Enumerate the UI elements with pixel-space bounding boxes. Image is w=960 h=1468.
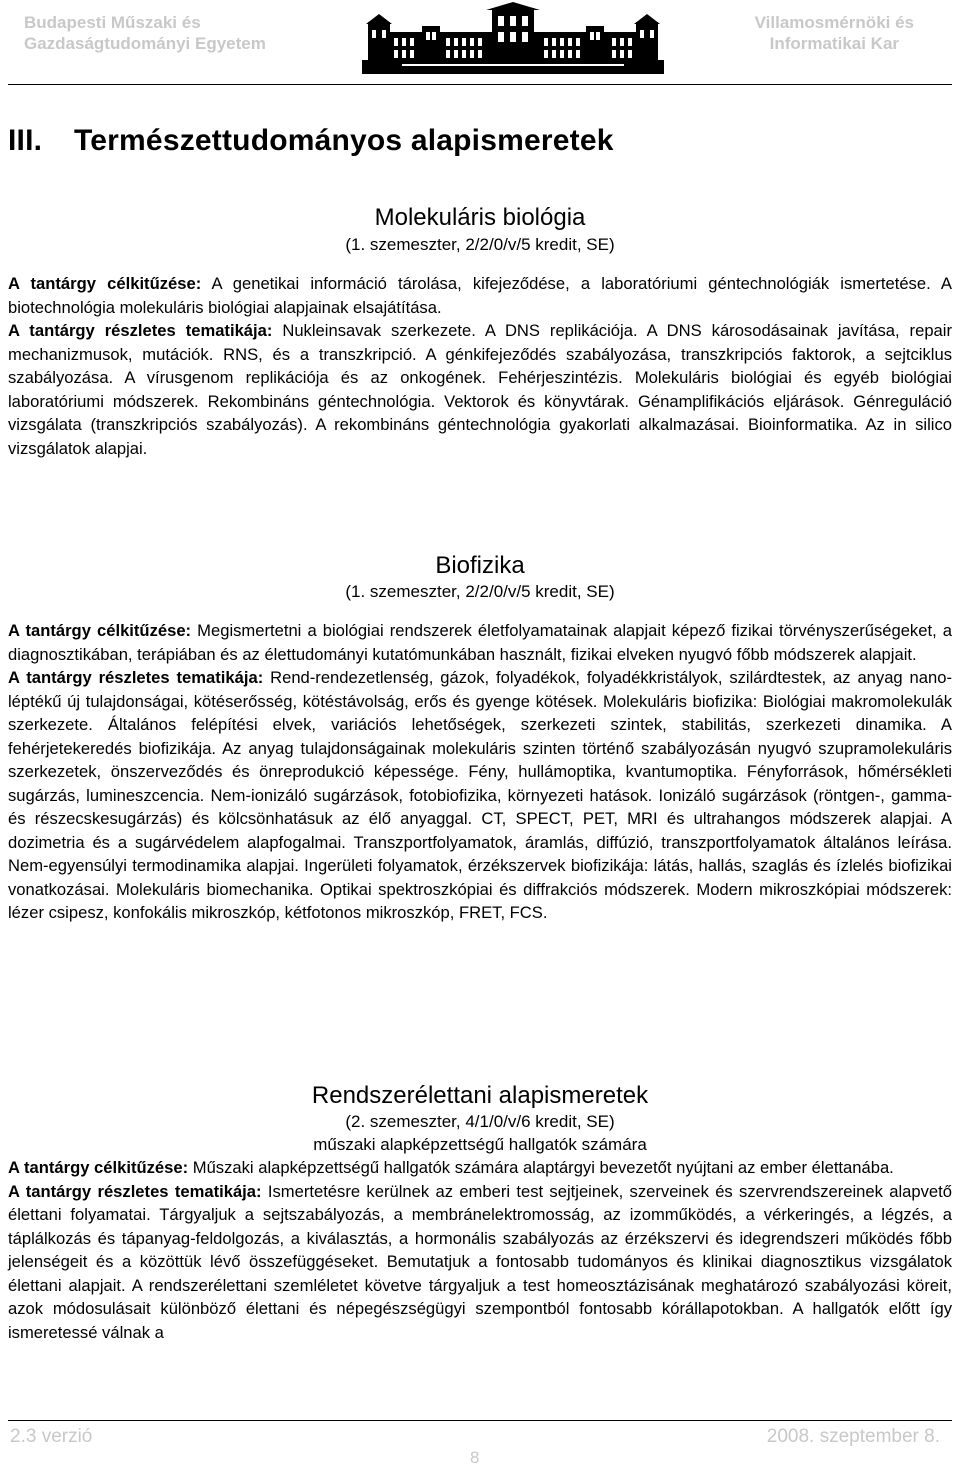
course-topics: [8, 319, 952, 460]
course-goal: [8, 1156, 952, 1180]
course-topics-text: Rend-rendezetlenség, gázok, folyadékok, folyadékkristályok, szilárdtestek, az anyag nano-léptékű új tulajdonságai, kötéserősség, kötéstávolság, erős és gyenge kötések. Molekuláris biofizika: Biológiai makromolekulák szerkezete. Általános felépítési elvek, variációs lehetőségek, szerkezeti szintek, stabilitás, szerkezeti dinamika. A fehérjetekeredés biofizikája. Az anyag tulajdonságainak molekuláris szinten történő szabályozásán nyugvó szupramolekuláris szerkezetek, önszerveződés és önreprodukció képessége. Fény, hullámoptika, kvantumoptika. Fényforrások, hőmérsékleti sugárzás, lumineszcencia. Nem-ionizáló sugárzások, fotobiofizika, környezeti hatások. Ionizáló sugárzások (röntgen-, gamma- és részecskesugárzás) és kölcsönhatásuk az élő anyaggal. CT, SPECT, PET, MRI és ultrahangos módszerek alapjai. A dozimetria és a sugárvédelem alapfogalmai. Transzportfolyamatok, áramlás, diffúzió, transzportfolyamatok általános leírása. Nem-egyensúlyi termodinamika alapjai. Ingerületi folyamatok, érzékszervek biofizikája: látás, hallás, szaglás és ízlelés biofizikai vonatkozásai. Molekuláris biomechanika. Optikai spektroszkópiai és diffrakciós módszerek. Modern mikroszkópiai módszerek: lézer csipesz, konfokális mikroszkóp, kétfotonos mikroszkóp, FRET, FCS.: [8, 668, 952, 922]
page-header: [0, 0, 960, 84]
header-divider: [8, 84, 952, 85]
university-name: [24, 12, 266, 54]
faculty-name-line2: Informatikai Kar: [769, 34, 900, 53]
page-footer: [0, 1418, 960, 1468]
faculty-name-line1: Villamosmérnöki és: [754, 13, 914, 32]
chapter-heading: [8, 124, 614, 158]
course-topics-label: A tantárgy részletes tematikája:: [8, 668, 264, 687]
course-goal-text: Megismertetni a biológiai rendszerek életfolyamatainak alapjait képező fizikai törvényszerűségeket, a diagnosztikában, terápiában és az élettudományi kutatómunkában használt, fizikai elveken nyugvó főbb módszerek alapjait.: [8, 621, 952, 664]
course-title: Biofizika: [435, 552, 525, 579]
course-topics-text: Ismertetésre kerülnek az emberi test sejtjeinek, szerveinek és szervrendszereinek alapvető élettani folyamatai. Tárgyaljuk a sejtszabályozás, a membránelektromosság, az izomműködés, a vérkeringés, a légzés, a táplálkozás és tápanyag-feldolgozás, a kiválasztás, a hormonális szabályozás az érzékszervi és idegrendszeri működés főbb jelenségeit és a közöttük lévő összefüggéseket. Bemutatjuk a fontosabb tudományos és klinikai diagnosztikus vizsgálatok élettani alapjait. A rendszerélettani szemléletet követve tárgyaljuk a test homeosztázisának meghatározó szabályozási köreit, azok módosulásait különböző élettani és népegészségügyi szempontból fontosabb kórállapotokban. A hallgatók előtt így ismeretessé válnak a: [8, 1181, 952, 1342]
course-goal: [8, 619, 952, 666]
course-credits: (2. szemeszter, 4/1/0/v/6 kredit, SE): [345, 1112, 615, 1131]
course-section-molecular-biology: [8, 204, 952, 460]
footer-date: 2008. szeptember 8.: [766, 1426, 940, 1447]
course-goal-label: A tantárgy célkitűzése:: [8, 274, 202, 293]
chapter-number: III.: [8, 124, 43, 157]
course-audience: műszaki alapképzettségű hallgatók számára: [313, 1135, 647, 1154]
chapter-title: Természettudományos alapismeretek: [74, 124, 614, 157]
course-goal: [8, 272, 952, 319]
course-goal-label: A tantárgy célkitűzése:: [8, 1158, 189, 1177]
course-goal-text: A genetikai információ tárolása, kifejeződése, a laboratóriumi géntechnológiák ismertetése. A biotechnológia molekuláris biológiai alapjainak elsajátítása.: [8, 274, 952, 317]
course-topics-label: A tantárgy részletes tematikája:: [8, 321, 273, 340]
course-credits: (1. szemeszter, 2/2/0/v/5 kredit, SE): [345, 235, 615, 254]
course-credits: (1. szemeszter, 2/2/0/v/5 kredit, SE): [345, 582, 615, 601]
footer-divider: [8, 1420, 952, 1421]
university-name-line2: Gazdaságtudományi Egyetem: [24, 34, 266, 53]
course-section-biophysics: [8, 552, 952, 925]
footer-version: 2.3 verzió: [10, 1426, 93, 1447]
university-name-line1: Budapesti Műszaki és: [24, 13, 201, 32]
university-building-logo: [362, 2, 664, 74]
course-topics-label: A tantárgy részletes tematikája:: [8, 1181, 262, 1201]
course-title: Rendszerélettani alapismeretek: [311, 1082, 649, 1109]
course-title: Molekuláris biológia: [374, 204, 586, 231]
page-number: 8: [470, 1448, 480, 1467]
course-topics-text: Nukleinsavak szerkezete. A DNS replikációja. A DNS károsodásainak javítása, repair mechanizmusok, mutációk. RNS, és a transzkripció. A génkifejeződés szabályozása, transzkripciós faktorok, a sejtciklus szabályozása. A vírusgenom replikációja és az onkogének. Fehérjeszintézis. Molekuláris biológiai és egyéb biológiai laboratóriumi módszerek. Rekombináns géntechnológia. Vektorok és könyvtárak. Génamplifikációs eljárások. Génreguláció vizsgálata (transzkripciós szabályozás). A rekombináns géntechnológia gyakorlati alkalmazásai. Bioinformatika. Az in silico vizsgálatok alapjai.: [8, 321, 952, 458]
course-topics: [8, 1180, 952, 1345]
course-goal-text: Műszaki alapképzettségű hallgatók számára alaptárgyi bevezetőt nyújtani az ember élettanába.: [188, 1158, 894, 1177]
course-goal-label: A tantárgy célkitűzése:: [8, 621, 192, 640]
course-section-systems-physiology: [8, 1082, 952, 1344]
course-topics: [8, 666, 952, 925]
faculty-name: [755, 12, 914, 54]
